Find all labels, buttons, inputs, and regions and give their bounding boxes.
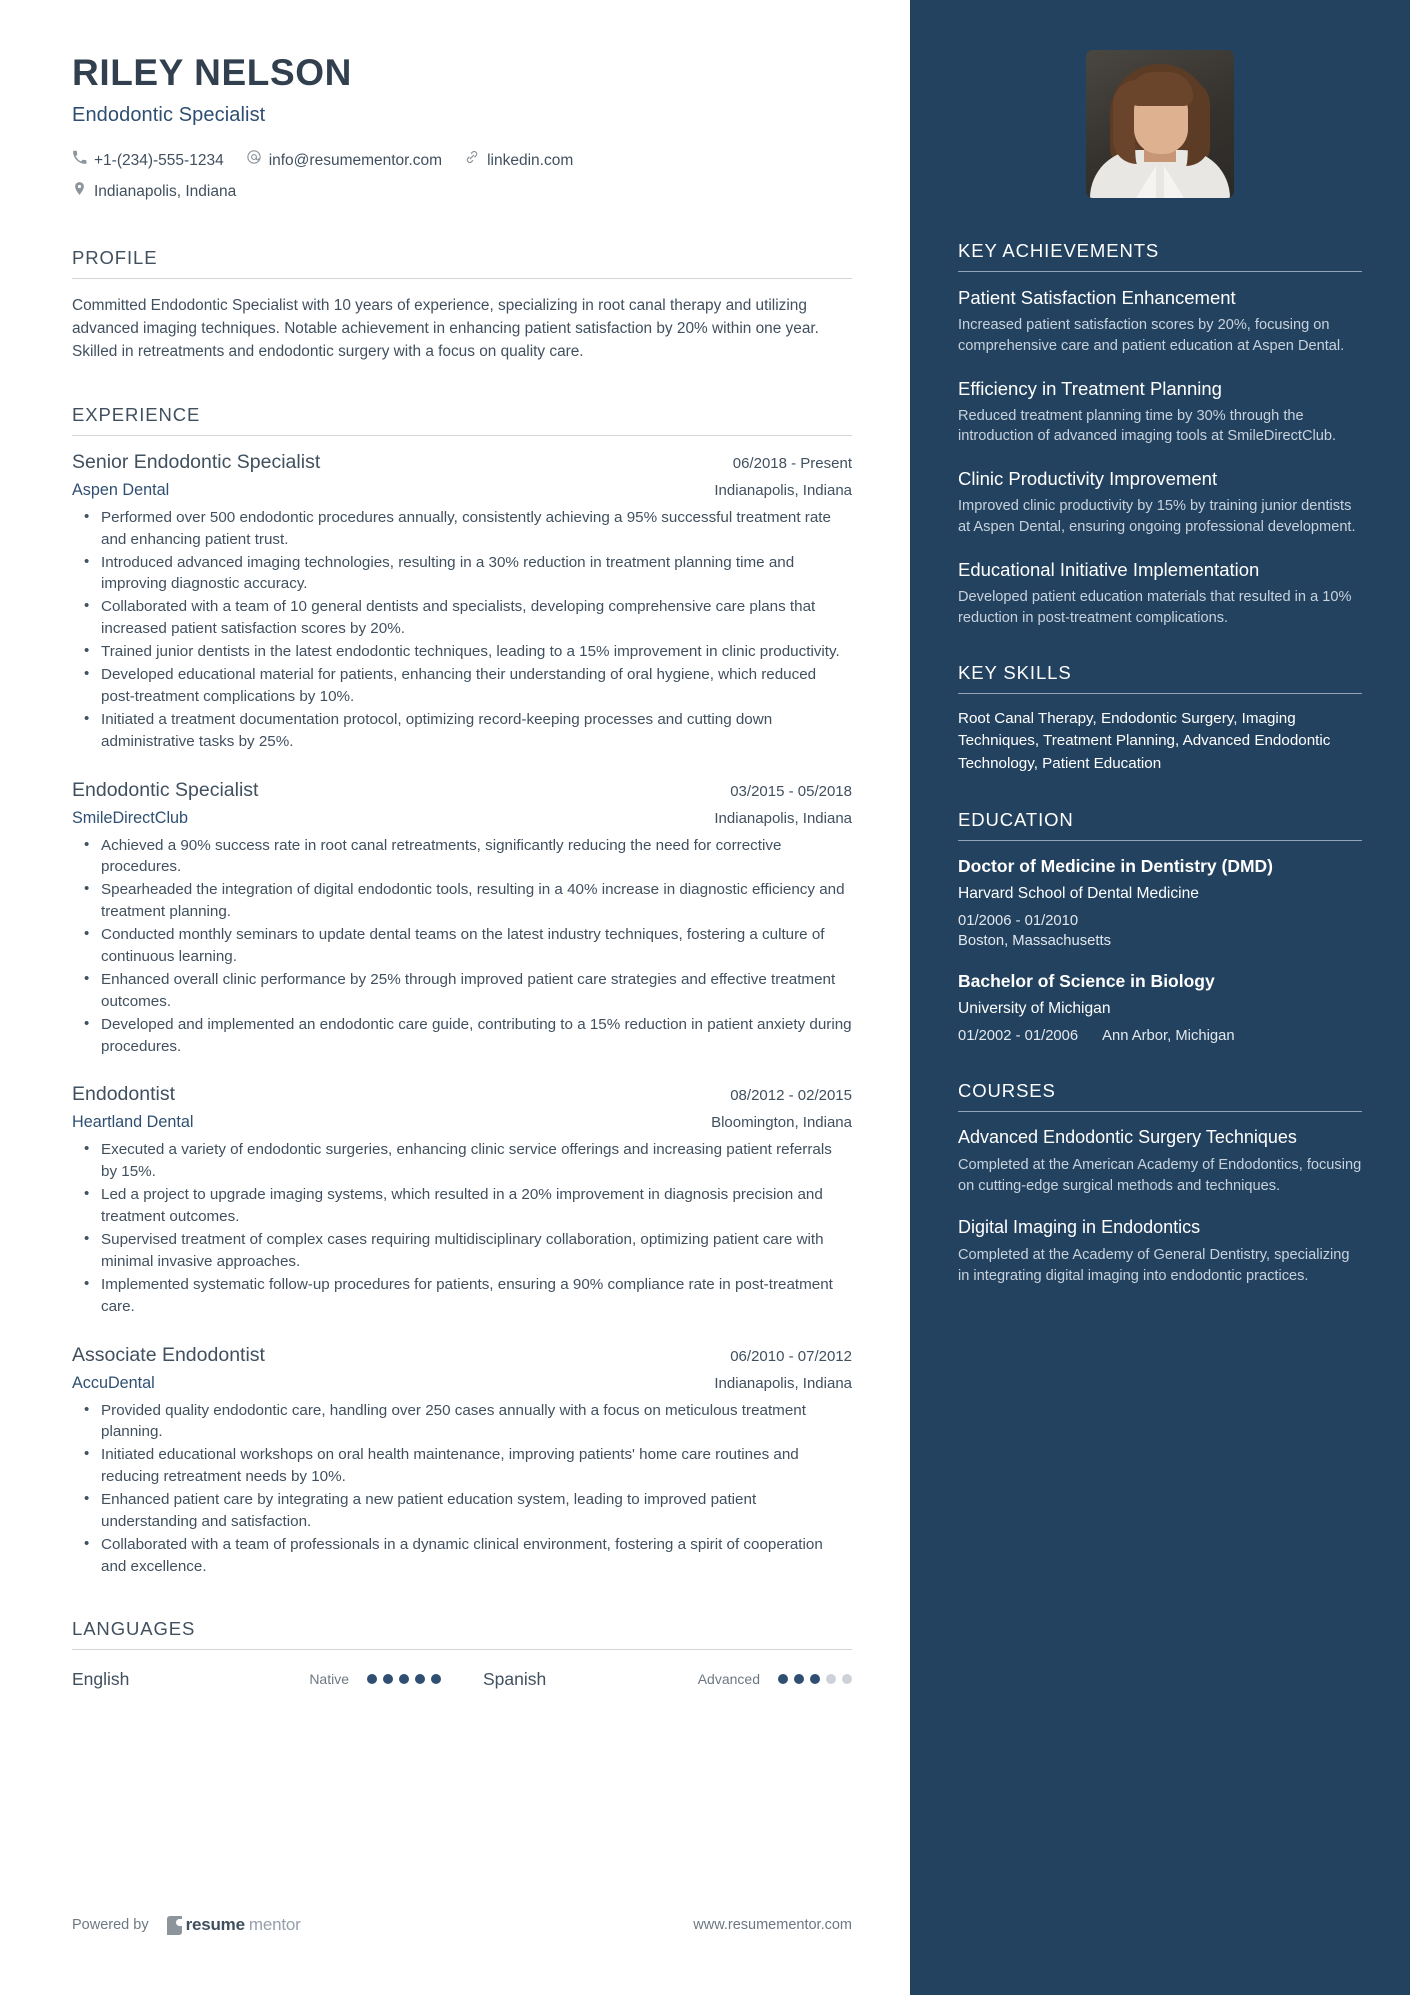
proficiency-dot	[431, 1674, 441, 1684]
avatar-wrap	[958, 50, 1362, 198]
achievement-title: Educational Initiative Implementation	[958, 558, 1260, 580]
footer	[72, 1915, 852, 1935]
powered-by-block	[72, 1915, 301, 1935]
proficiency-dot	[399, 1674, 409, 1684]
job-bullet-list	[72, 835, 852, 1058]
language-item	[72, 1669, 441, 1690]
job-role: Endodontist	[72, 1083, 175, 1106]
education-heading: EDUCATION	[958, 808, 1074, 830]
logo-light-text: mentor	[248, 1915, 301, 1934]
experience-entry-sub	[72, 1374, 852, 1393]
key-skills-section	[958, 662, 1362, 775]
languages-heading: LANGUAGES	[72, 1617, 196, 1639]
language-proficiency-dots	[367, 1674, 441, 1684]
education-meta	[958, 911, 1362, 952]
job-role: Endodontic Specialist	[72, 778, 259, 801]
experience-bullet: • Implemented systematic follow-up procedures for patients, ensuring a 90% compliance rate in post-treatment care.	[72, 1274, 852, 1318]
resumementor-mark-icon	[167, 1916, 182, 1935]
job-bullet-list	[72, 1139, 852, 1317]
course-item	[958, 1216, 1362, 1286]
page-title: RILEY NELSON	[72, 52, 352, 93]
proficiency-dot	[826, 1674, 836, 1684]
avatar-hair-front	[1129, 72, 1193, 106]
email-icon	[246, 145, 262, 176]
proficiency-dot	[367, 1674, 377, 1684]
language-name: Spanish	[483, 1668, 547, 1689]
key-skills-text: Root Canal Therapy, Endodontic Surgery, Imaging Techniques, Treatment Planning, Advanced Endodontic Technology, Patient Education	[958, 710, 1331, 772]
courses-heading: COURSES	[958, 1080, 1056, 1102]
course-item	[958, 1126, 1362, 1196]
languages-section	[72, 1618, 852, 1690]
achievement-item	[958, 286, 1362, 357]
experience-bullet: • Developed educational material for patients, enhancing their understanding of oral hygiene, which reduced post-treatment complications by 10%.	[72, 664, 852, 708]
resumementor-logo	[167, 1915, 301, 1935]
achievement-description: Improved clinic productivity by 15% by training junior dentists at Aspen Dental, ensuring ongoing professional development.	[958, 498, 1356, 535]
profile-divider	[72, 278, 852, 279]
avatar	[1086, 50, 1234, 198]
languages-divider	[72, 1649, 852, 1650]
education-location: Boston, Massachusetts	[958, 933, 1111, 950]
experience-entry-sub	[72, 809, 852, 828]
experience-bullet: • Executed a variety of endodontic surgeries, enhancing clinic service offerings and increasing patient referrals by 15%.	[72, 1139, 852, 1183]
language-level: Native	[309, 1671, 349, 1688]
job-company: SmileDirectClub	[72, 808, 189, 827]
achievement-description: Increased patient satisfaction scores by 20%, focusing on comprehensive care and patient education at Aspen Dental.	[958, 317, 1345, 354]
course-description: Completed at the Academy of General Dentistry, specializing in integrating digital imaging into endodontic practices.	[958, 1246, 1350, 1284]
experience-list	[72, 451, 852, 1578]
proficiency-dot	[383, 1674, 393, 1684]
experience-entry-head	[72, 451, 852, 474]
contact-linkedin[interactable]	[464, 145, 573, 176]
experience-entry-head	[72, 1344, 852, 1367]
experience-bullet: • Trained junior dentists in the latest endodontic techniques, leading to a 15% improvement in clinic productivity.	[72, 641, 852, 663]
proficiency-dot	[842, 1674, 852, 1684]
job-dates: 06/2018 - Present	[732, 454, 852, 472]
experience-bullet: • Enhanced patient care by integrating a new patient education system, leading to improved patient understanding and satisfaction.	[72, 1489, 852, 1533]
contact-row	[72, 145, 852, 207]
education-degree: Doctor of Medicine in Dentistry (DMD)	[958, 855, 1274, 876]
courses-list	[958, 1126, 1362, 1286]
education-school: Harvard School of Dental Medicine	[958, 884, 1199, 902]
key-achievements-divider	[958, 271, 1362, 272]
experience-entry	[72, 451, 852, 753]
languages-list	[72, 1665, 852, 1690]
course-description: Completed at the American Academy of Endodontics, focusing on cutting-edge surgical methods and techniques.	[958, 1156, 1362, 1194]
education-meta	[958, 1026, 1362, 1046]
proficiency-dot	[778, 1674, 788, 1684]
achievement-description: Developed patient education materials that resulted in a 10% reduction in post-treatment complications.	[958, 588, 1352, 626]
education-item	[958, 855, 1362, 952]
education-degree: Bachelor of Science in Biology	[958, 970, 1215, 991]
job-dates: 08/2012 - 02/2015	[730, 1087, 852, 1105]
profile-heading: PROFILE	[72, 246, 158, 268]
avatar-collar-right	[1164, 166, 1184, 198]
job-role: Associate Endodontist	[72, 1343, 265, 1366]
proficiency-dot	[794, 1674, 804, 1684]
sidebar	[910, 0, 1410, 1995]
education-dates: 01/2002 - 01/2006	[958, 1027, 1079, 1044]
experience-entry	[72, 1083, 852, 1317]
course-title: Digital Imaging in Endodontics	[958, 1217, 1201, 1238]
achievement-description: Reduced treatment planning time by 30% through the introduction of advanced imaging tools at SmileDirectClub.	[958, 407, 1337, 445]
contact-phone[interactable]	[72, 145, 224, 176]
experience-bullet: • Provided quality endodontic care, handling over 250 cases annually with a focus on meticulous treatment planning.	[72, 1400, 852, 1444]
key-achievements-heading: KEY ACHIEVEMENTS	[958, 240, 1160, 261]
experience-entry-head	[72, 779, 852, 802]
contact-email[interactable]	[246, 145, 442, 176]
contact-location	[72, 176, 236, 207]
courses-section	[958, 1080, 1362, 1286]
key-skills-heading: KEY SKILLS	[958, 662, 1072, 684]
achievement-item	[958, 467, 1362, 538]
experience-entry	[72, 779, 852, 1058]
experience-bullet: • Conducted monthly seminars to update dental teams on the latest industry techniques, fostering a culture of continuous learning.	[72, 924, 852, 968]
achievement-title: Efficiency in Treatment Planning	[958, 377, 1222, 399]
phone-icon	[72, 145, 87, 176]
courses-divider	[958, 1111, 1362, 1112]
job-location: Bloomington, Indiana	[711, 1114, 852, 1132]
job-dates: 03/2015 - 05/2018	[730, 782, 852, 800]
profile-text: Committed Endodontic Specialist with 10 years of experience, specializing in root canal therapy and utilizing advanced imaging techniques. Notable achievement in enhancing patient satisfaction by 20% within one year. Skilled in retreatments and endodontic surgery with a focus on quality care.	[72, 296, 819, 361]
job-company: Aspen Dental	[72, 480, 170, 499]
job-company: AccuDental	[72, 1373, 155, 1392]
job-bullet-list	[72, 507, 852, 753]
job-bullet-list	[72, 1400, 852, 1578]
powered-by-label: Powered by	[72, 1917, 149, 1933]
language-item	[441, 1669, 852, 1690]
experience-bullet: • Achieved a 90% success rate in root canal retreatments, significantly reducing the need for corrective procedures.	[72, 835, 852, 879]
experience-section	[72, 404, 852, 1578]
education-list	[958, 855, 1362, 1046]
experience-entry-sub	[72, 1113, 852, 1132]
link-icon	[464, 145, 480, 176]
key-achievements-section	[958, 240, 1362, 628]
education-section	[958, 809, 1362, 1046]
location-pin-icon	[72, 176, 87, 207]
job-location: Indianapolis, Indiana	[714, 481, 852, 499]
proficiency-dot	[810, 1674, 820, 1684]
education-location: Ann Arbor, Michigan	[1102, 1027, 1235, 1044]
education-dates: 01/2006 - 01/2010	[958, 912, 1079, 929]
contact-phone-label: +1-(234)-555-1234	[94, 151, 224, 169]
education-school: University of Michigan	[958, 999, 1111, 1017]
experience-bullet: • Performed over 500 endodontic procedures annually, consistently achieving a 95% successful treatment rate and enhancing patient trust.	[72, 507, 852, 551]
contact-location-label: Indianapolis, Indiana	[94, 182, 237, 200]
header-block	[72, 52, 852, 207]
proficiency-dot	[415, 1674, 425, 1684]
avatar-collar-left	[1136, 166, 1156, 198]
education-divider	[958, 840, 1362, 841]
experience-bullet: • Enhanced overall clinic performance by 25% through improved patient care strategies and effective treatment outcomes.	[72, 969, 852, 1013]
achievement-item	[958, 558, 1362, 629]
experience-bullet: • Spearheaded the integration of digital endodontic tools, resulting in a 40% increase in diagnostic efficiency and treatment planning.	[72, 879, 852, 923]
achievement-item	[958, 377, 1362, 448]
job-role: Senior Endodontic Specialist	[72, 450, 321, 473]
achievement-title: Clinic Productivity Improvement	[958, 468, 1218, 490]
language-name: English	[72, 1668, 130, 1689]
experience-bullet: • Initiated a treatment documentation protocol, optimizing record-keeping processes and cutting down administrative tasks by 25%.	[72, 709, 852, 753]
job-company: Heartland Dental	[72, 1113, 194, 1132]
language-proficiency-dots	[778, 1674, 852, 1684]
key-achievements-list	[958, 286, 1362, 628]
experience-bullet: • Supervised treatment of complex cases requiring multidisciplinary collaboration, optimizing patient care with minimal invasive approaches.	[72, 1229, 852, 1273]
education-item	[958, 970, 1362, 1046]
footer-website[interactable]: www.resumementor.com	[693, 1917, 852, 1933]
experience-entry-head	[72, 1083, 852, 1106]
job-location: Indianapolis, Indiana	[714, 809, 852, 827]
experience-divider	[72, 435, 852, 436]
experience-entry	[72, 1344, 852, 1578]
course-title: Advanced Endodontic Surgery Techniques	[958, 1127, 1297, 1148]
job-location: Indianapolis, Indiana	[714, 1374, 852, 1392]
experience-bullet: • Led a project to upgrade imaging systems, which resulted in a 20% improvement in diagnosis precision and treatment outcomes.	[72, 1184, 852, 1228]
experience-bullet: • Initiated educational workshops on oral health maintenance, improving patients' home care routines and reducing retreatment needs by 10%.	[72, 1444, 852, 1488]
profile-section	[72, 247, 852, 364]
experience-bullet: • Developed and implemented an endodontic care guide, contributing to a 15% reduction in patient anxiety during procedures.	[72, 1014, 852, 1058]
header-job-title: Endodontic Specialist	[72, 103, 266, 126]
language-level: Advanced	[697, 1671, 760, 1688]
experience-bullet: • Collaborated with a team of professionals in a dynamic clinical environment, fostering a spirit of cooperation and excellence.	[72, 1534, 852, 1578]
logo-bold-text: resume	[185, 1915, 245, 1934]
experience-bullet: • Collaborated with a team of 10 general dentists and specialists, developing comprehensive care plans that increased patient satisfaction scores by 20%.	[72, 596, 852, 640]
key-skills-divider	[958, 693, 1362, 694]
experience-entry-sub	[72, 481, 852, 500]
experience-heading: EXPERIENCE	[72, 403, 201, 425]
contact-email-label: info@resumementor.com	[268, 151, 443, 169]
experience-bullet: • Introduced advanced imaging technologies, resulting in a 30% reduction in treatment planning time and improving diagnostic accuracy.	[72, 552, 852, 596]
job-dates: 06/2010 - 07/2012	[730, 1347, 852, 1365]
contact-linkedin-label: linkedin.com	[487, 151, 574, 169]
achievement-title: Patient Satisfaction Enhancement	[958, 287, 1236, 308]
